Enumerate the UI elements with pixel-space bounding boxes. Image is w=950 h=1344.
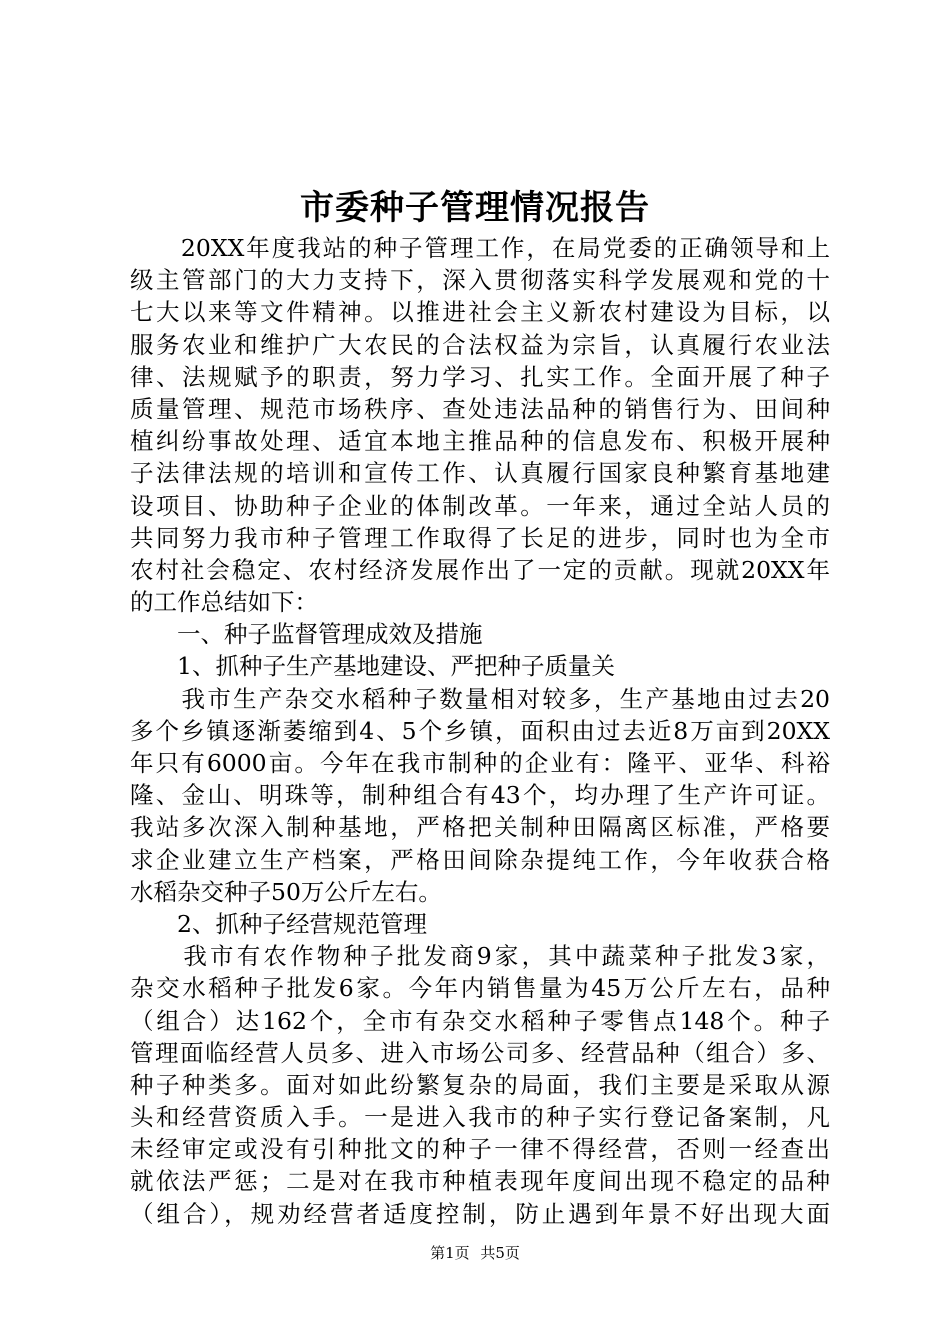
text-line: 求企业建立生产档案，严格田间除杂提纯工作，今年收获合格 (130, 845, 830, 874)
text-line: 隆、金山、明珠等，制种组合有43个，均办理了生产许可证。 (130, 781, 830, 810)
document-title: 市委种子管理情况报告 (300, 188, 650, 228)
text-line: 我站多次深入制种基地，严格把关制种田隔离区标准，严格要 (130, 813, 830, 842)
text-line: 级主管部门的大力支持下，深入贯彻落实科学发展观和党的十 (130, 266, 830, 295)
text-line: 设项目、协助种子企业的体制改革。一年来，通过全站人员的 (130, 491, 830, 520)
text-line: 管理面临经营人员多、进入市场公司多、经营品种（组合）多、 (130, 1038, 830, 1067)
text-line: 头和经营资质入手。一是进入我市的种子实行登记备案制，凡 (130, 1103, 830, 1132)
text-line: 律、法规赋予的职责，努力学习、扎实工作。全面开展了种子 (130, 362, 830, 391)
text-line: 就依法严惩；二是对在我市种植表现年度间出现不稳定的品种 (130, 1167, 830, 1196)
text-line: 年只有6000亩。今年在我市制种的企业有：隆平、亚华、科裕 (130, 749, 830, 777)
text-line: 七大以来等文件精神。以推进社会主义新农村建设为目标，以 (130, 298, 830, 327)
text-line: 服务农业和维护广大农民的合法权益为宗旨，认真履行农业法 (130, 330, 830, 359)
text-line: 未经审定或没有引种批文的种子一律不得经营，否则一经查出 (130, 1135, 830, 1164)
text-line: 多个乡镇逐渐萎缩到4、5个乡镇，面积由过去近8万亩到20XX (130, 716, 830, 745)
text-line: 子法律法规的培训和宣传工作、认真履行国家良种繁育基地建 (130, 459, 830, 488)
section-heading: 一、种子监督管理成效及措施 (130, 620, 483, 649)
text-line: （组合），规劝经营者适度控制，防止遇到年景不好出现大面 (130, 1199, 830, 1228)
text-line: 杂交水稻种子批发6家。今年内销售量为45万公斤左右，品种 (130, 974, 830, 1003)
text-line: 水稻杂交种子50万公斤左右。 (130, 877, 442, 906)
text-line: 我市生产杂交水稻种子数量相对较多，生产基地由过去20 (130, 684, 830, 713)
subsection-heading: 2、抓种子经营规范管理 (130, 909, 427, 938)
text-line: 20XX年度我站的种子管理工作，在局党委的正确领导和上 (130, 234, 830, 262)
document-body (130, 232, 830, 1230)
text-line: 的工作总结如下： (130, 588, 318, 617)
text-line: 质量管理、规范市场秩序、查处违法品种的销售行为、田间种 (130, 394, 830, 423)
subsection-heading: 1、抓种子生产基地建设、严把种子质量关 (130, 652, 615, 681)
text-line: 共同努力我市种子管理工作取得了长足的进步，同时也为全市 (130, 523, 830, 552)
page-footer (0, 1243, 950, 1263)
text-line: 种子种类多。面对如此纷繁复杂的局面，我们主要是采取从源 (130, 1070, 830, 1099)
text-line: 农村社会稳定、农村经济发展作出了一定的贡献。现就20XX年 (130, 555, 830, 584)
page-total: 共5页 (480, 1244, 520, 1262)
text-line: 我市有农作物种子批发商9家，其中蔬菜种子批发3家， (130, 942, 830, 971)
page-number: 第1页 (430, 1244, 470, 1262)
text-line: （组合）达162个，全市有杂交水稻种子零售点148个。种子 (130, 1006, 830, 1035)
text-line: 植纠纷事故处理、适宜本地主推品种的信息发布、积极开展种 (130, 427, 830, 456)
